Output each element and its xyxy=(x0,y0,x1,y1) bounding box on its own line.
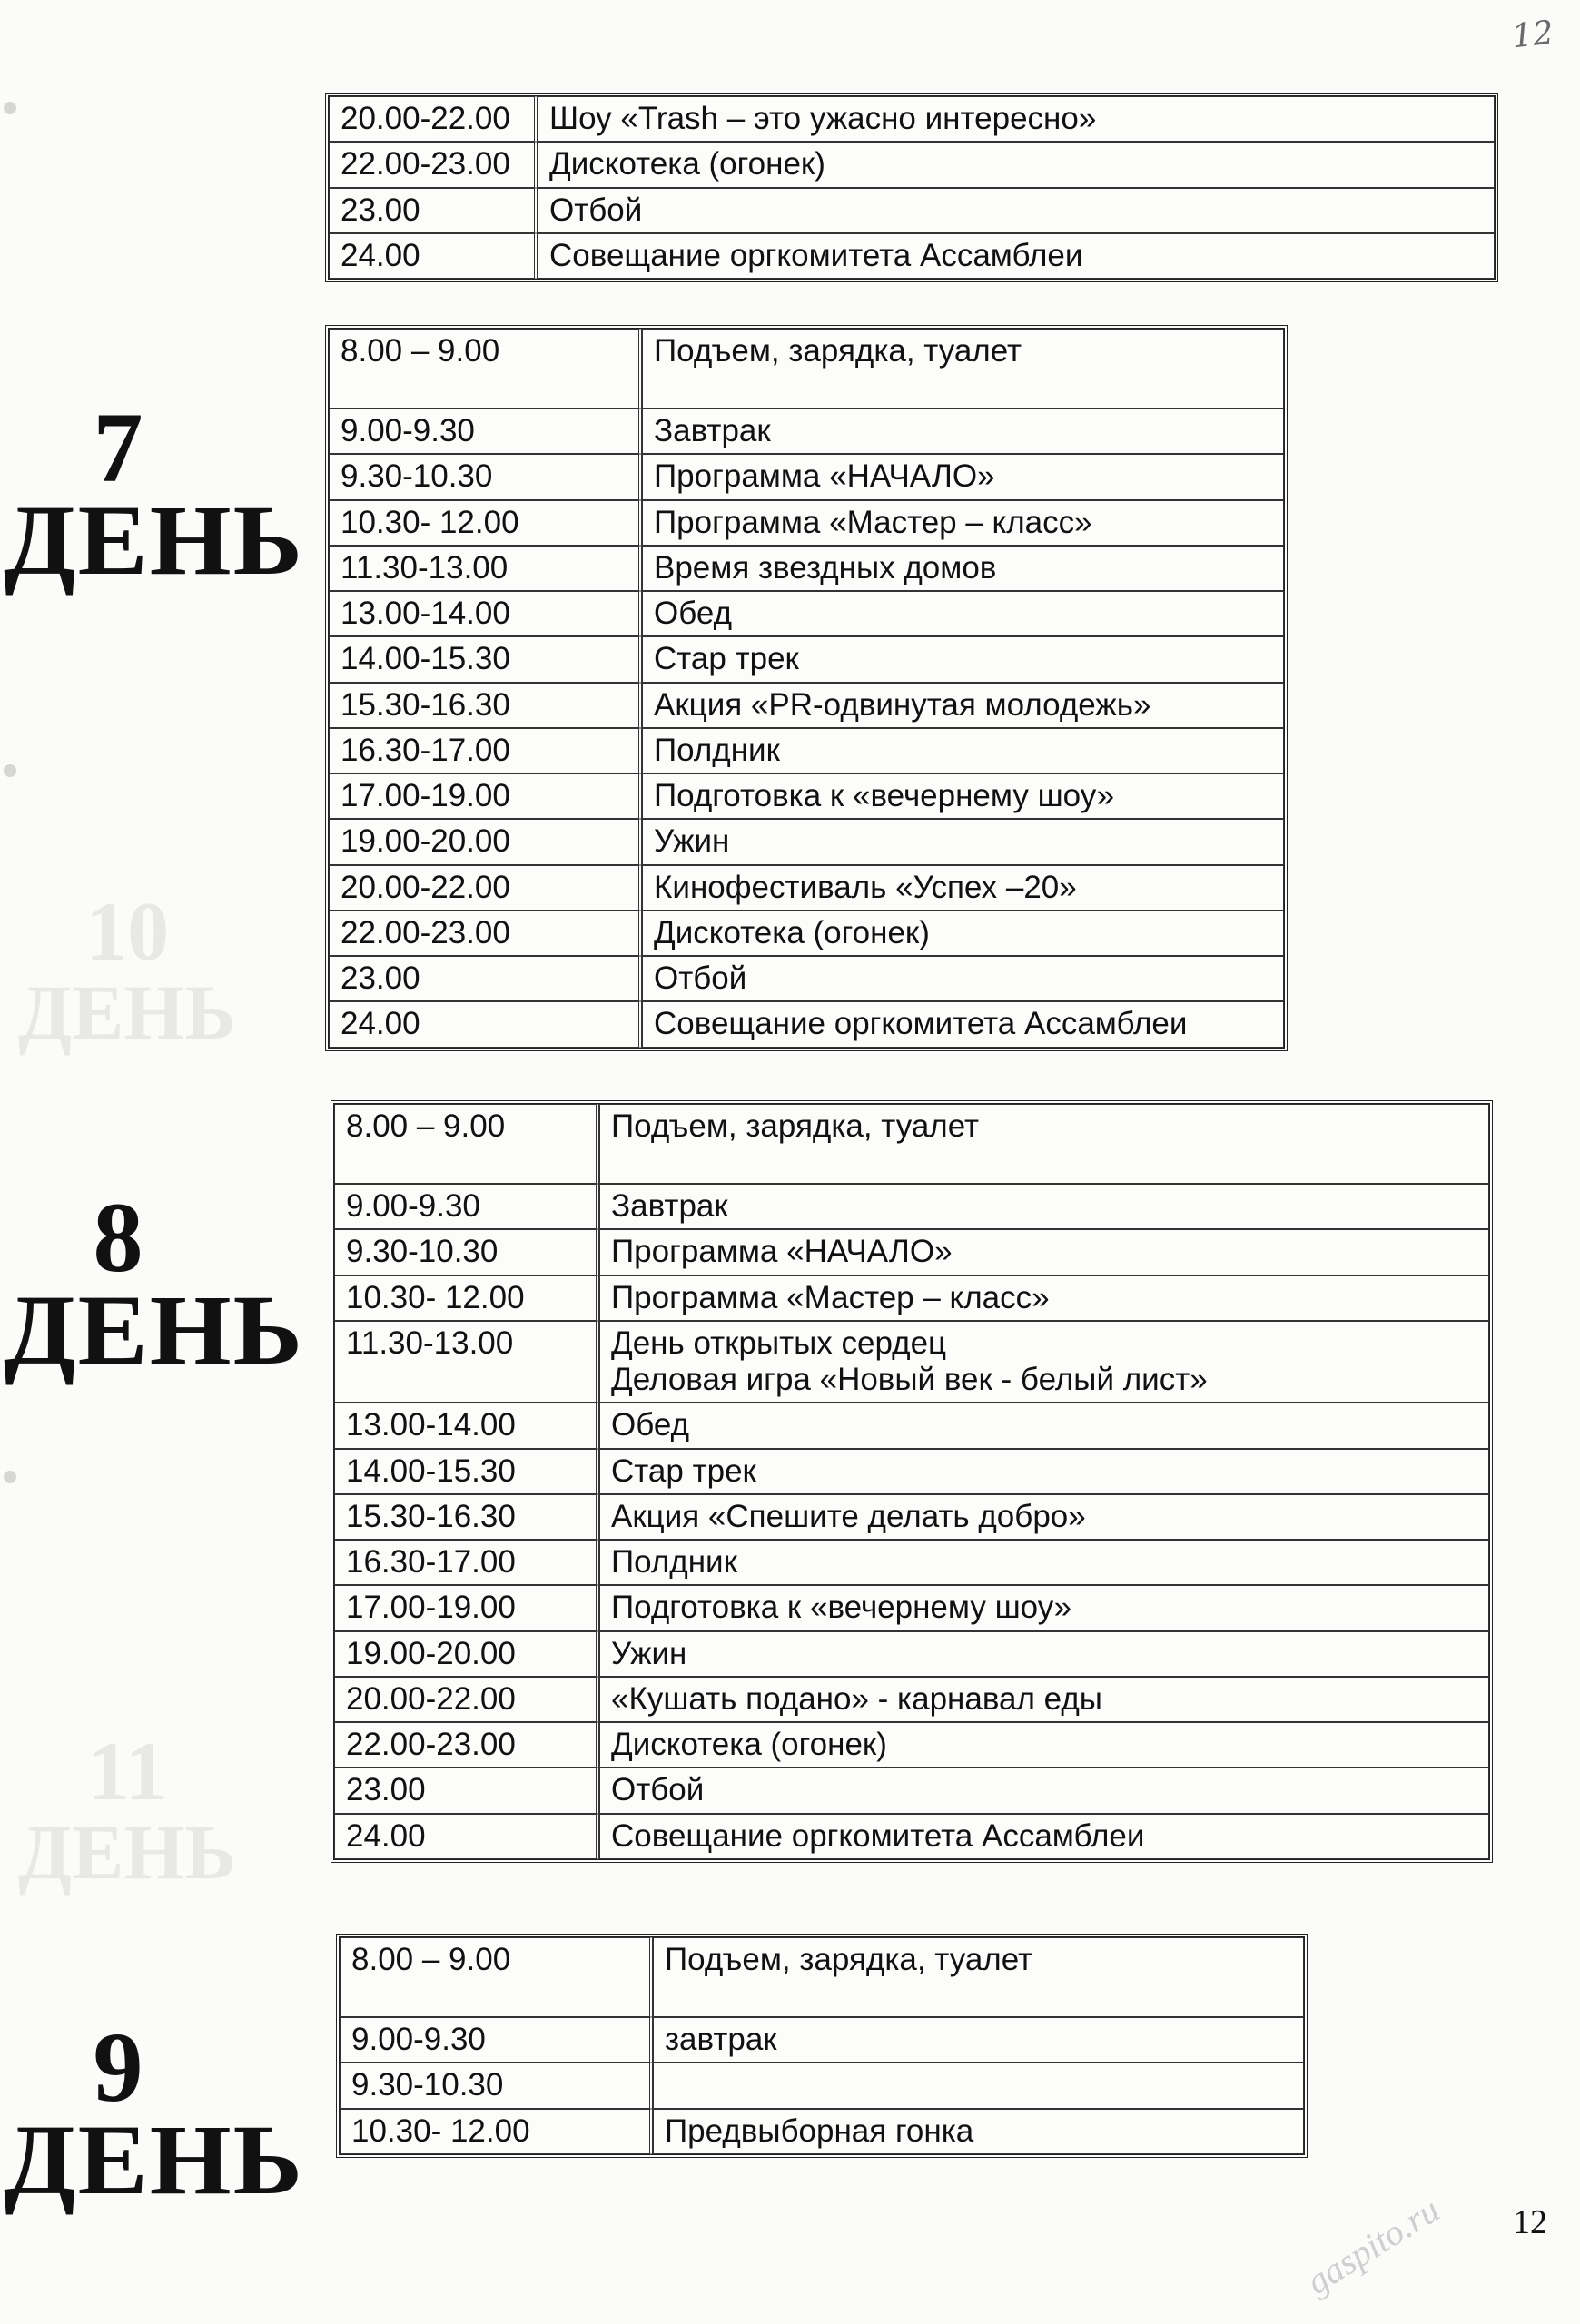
table-row xyxy=(334,1104,1489,1184)
day-word: ДЕНЬ xyxy=(4,1275,305,1385)
time-cell: 10.30- 12.00 xyxy=(334,1275,599,1321)
table-row xyxy=(329,636,1284,682)
table-row xyxy=(329,728,1284,773)
day-number: 8 xyxy=(93,1182,143,1293)
time-cell: 16.30-17.00 xyxy=(334,1540,599,1585)
time-cell: 8.00 – 9.00 xyxy=(334,1104,599,1184)
time-cell: 9.00-9.30 xyxy=(334,1184,599,1229)
event-cell: Полдник xyxy=(599,1540,1489,1585)
handwritten-page-note: 12 xyxy=(1509,14,1555,56)
day-number: 9 xyxy=(93,2012,143,2122)
event-cell: Ужин xyxy=(642,819,1284,864)
table-row xyxy=(340,2109,1304,2154)
table-row xyxy=(334,1768,1489,1813)
day-marker-8 xyxy=(0,1182,305,1385)
time-cell: 11.30-13.00 xyxy=(334,1321,599,1403)
time-cell: 15.30-16.30 xyxy=(329,683,642,728)
table-row xyxy=(334,1631,1489,1677)
time-cell: 20.00-22.00 xyxy=(334,1677,599,1722)
event-cell: Обед xyxy=(599,1403,1489,1448)
binding-hole xyxy=(4,102,16,114)
event-cell: Совещание оргкомитета Ассамблеи xyxy=(599,1814,1489,1859)
event-cell: Программа «Мастер – класс» xyxy=(642,500,1284,546)
event-cell: Подготовка к «вечернему шоу» xyxy=(599,1585,1489,1630)
table-row xyxy=(340,2017,1304,2063)
event-cell xyxy=(653,2063,1304,2108)
time-cell: 13.00-14.00 xyxy=(329,591,642,636)
schedule-table-day7 xyxy=(325,325,1288,1051)
event-cell: Завтрак xyxy=(599,1184,1489,1229)
time-cell: 22.00-23.00 xyxy=(334,1722,599,1768)
time-cell: 19.00-20.00 xyxy=(334,1631,599,1677)
event-cell: Время звездных домов xyxy=(642,546,1284,591)
event-cell: Подготовка к «вечернему шоу» xyxy=(642,773,1284,819)
ghost-day-marker xyxy=(18,1725,237,1896)
table-row xyxy=(329,188,1495,233)
event-cell: Отбой xyxy=(642,956,1284,1001)
table-row xyxy=(329,546,1284,591)
schedule-table-day6-end xyxy=(325,93,1498,282)
table-row xyxy=(329,911,1284,956)
table-row xyxy=(334,1321,1489,1403)
ghost-day-number: 11 xyxy=(87,1725,167,1817)
event-cell: Программа «Мастер – класс» xyxy=(599,1275,1489,1321)
table-row xyxy=(329,500,1284,546)
time-cell: 14.00-15.30 xyxy=(329,636,642,682)
day-number: 7 xyxy=(93,392,143,503)
time-cell: 13.00-14.00 xyxy=(334,1403,599,1448)
time-cell: 8.00 – 9.00 xyxy=(329,329,642,409)
time-cell: 17.00-19.00 xyxy=(329,773,642,819)
day-marker-9 xyxy=(0,2012,305,2215)
table-row xyxy=(334,1585,1489,1630)
table-row xyxy=(329,409,1284,454)
table-row xyxy=(329,773,1284,819)
table-row xyxy=(340,1937,1304,2017)
table-row xyxy=(329,1001,1284,1047)
time-cell: 9.30-10.30 xyxy=(340,2063,653,2108)
event-cell: Стар трек xyxy=(599,1449,1489,1494)
event-cell: Подъем, зарядка, туалет xyxy=(653,1937,1304,2017)
time-cell: 9.00-9.30 xyxy=(340,2017,653,2063)
time-cell: 22.00-23.00 xyxy=(329,142,538,187)
event-cell: завтрак xyxy=(653,2017,1304,2063)
event-cell: Программа «НАЧАЛО» xyxy=(642,454,1284,499)
event-cell: Акция «PR-одвинутая молодежь» xyxy=(642,683,1284,728)
time-cell: 23.00 xyxy=(334,1768,599,1813)
time-cell: 17.00-19.00 xyxy=(334,1585,599,1630)
table-row xyxy=(334,1403,1489,1448)
time-cell: 24.00 xyxy=(329,233,538,279)
event-cell: Обед xyxy=(642,591,1284,636)
ghost-day-word: ДЕНЬ xyxy=(18,969,237,1056)
table-row xyxy=(340,2063,1304,2108)
time-cell: 15.30-16.30 xyxy=(334,1494,599,1540)
event-cell: Завтрак xyxy=(642,409,1284,454)
binding-hole xyxy=(4,764,16,777)
time-cell: 22.00-23.00 xyxy=(329,911,642,956)
time-cell: 10.30- 12.00 xyxy=(340,2109,653,2154)
table-row xyxy=(329,591,1284,636)
table-row xyxy=(334,1275,1489,1321)
event-line: Деловая игра «Новый век - белый лист» xyxy=(611,1362,1208,1397)
time-cell: 16.30-17.00 xyxy=(329,728,642,773)
event-cell: Программа «НАЧАЛО» xyxy=(599,1229,1489,1275)
time-cell: 24.00 xyxy=(329,1001,642,1047)
table-row xyxy=(334,1494,1489,1540)
time-cell: 10.30- 12.00 xyxy=(329,500,642,546)
event-cell: Подъем, зарядка, туалет xyxy=(642,329,1284,409)
event-cell: Дискотека (огонек) xyxy=(599,1722,1489,1768)
event-cell: Полдник xyxy=(642,728,1284,773)
event-line: День открытых сердец xyxy=(611,1324,947,1361)
time-cell: 20.00-22.00 xyxy=(329,96,538,142)
time-cell: 11.30-13.00 xyxy=(329,546,642,591)
watermark: gaspito.ru xyxy=(1299,2189,1447,2302)
day-word: ДЕНЬ xyxy=(4,2104,305,2215)
event-cell: Шоу «Trash – это ужасно интересно» xyxy=(538,96,1495,142)
event-cell xyxy=(599,1321,1489,1403)
table-row xyxy=(329,329,1284,409)
time-cell: 9.30-10.30 xyxy=(329,454,642,499)
time-cell: 24.00 xyxy=(334,1814,599,1859)
event-cell: Стар трек xyxy=(642,636,1284,682)
table-row xyxy=(329,96,1495,142)
event-cell: Подъем, зарядка, туалет xyxy=(599,1104,1489,1184)
time-cell: 14.00-15.30 xyxy=(334,1449,599,1494)
time-cell: 19.00-20.00 xyxy=(329,819,642,864)
event-cell: Ужин xyxy=(599,1631,1489,1677)
event-cell: Совещание оргкомитета Ассамблеи xyxy=(538,233,1495,279)
event-cell: Предвыборная гонка xyxy=(653,2109,1304,2154)
table-row xyxy=(329,956,1284,1001)
table-row xyxy=(329,454,1284,499)
time-cell: 23.00 xyxy=(329,188,538,233)
time-cell: 9.00-9.30 xyxy=(329,409,642,454)
day-marker-7 xyxy=(0,392,305,596)
time-cell: 23.00 xyxy=(329,956,642,1001)
table-row xyxy=(334,1814,1489,1859)
time-cell: 9.30-10.30 xyxy=(334,1229,599,1275)
table-row xyxy=(329,819,1284,864)
event-cell: Дискотека (огонек) xyxy=(538,142,1495,187)
binding-hole xyxy=(4,1471,16,1483)
event-cell: Отбой xyxy=(538,188,1495,233)
event-cell: «Кушать подано» - карнавал еды xyxy=(599,1677,1489,1722)
schedule-table-day8 xyxy=(331,1100,1493,1863)
table-row xyxy=(334,1184,1489,1229)
event-cell: Дискотека (огонек) xyxy=(642,911,1284,956)
table-row xyxy=(334,1540,1489,1585)
event-cell: Совещание оргкомитета Ассамблеи xyxy=(642,1001,1284,1047)
table-row xyxy=(329,865,1284,911)
table-row xyxy=(329,683,1284,728)
table-row xyxy=(334,1722,1489,1768)
table-row xyxy=(329,233,1495,279)
ghost-day-number: 10 xyxy=(85,885,170,978)
day-word: ДЕНЬ xyxy=(4,485,305,596)
ghost-day-word: ДЕНЬ xyxy=(18,1808,237,1896)
event-cell: Акция «Спешите делать добро» xyxy=(599,1494,1489,1540)
schedule-table-day9 xyxy=(336,1934,1308,2158)
table-row xyxy=(334,1229,1489,1275)
time-cell: 8.00 – 9.00 xyxy=(340,1937,653,2017)
event-cell: Отбой xyxy=(599,1768,1489,1813)
time-cell: 20.00-22.00 xyxy=(329,865,642,911)
page-number: 12 xyxy=(1513,2203,1547,2241)
table-row xyxy=(329,142,1495,187)
ghost-day-marker xyxy=(18,885,237,1056)
event-cell: Кинофестиваль «Успех –20» xyxy=(642,865,1284,911)
table-row xyxy=(334,1449,1489,1494)
table-row xyxy=(334,1677,1489,1722)
